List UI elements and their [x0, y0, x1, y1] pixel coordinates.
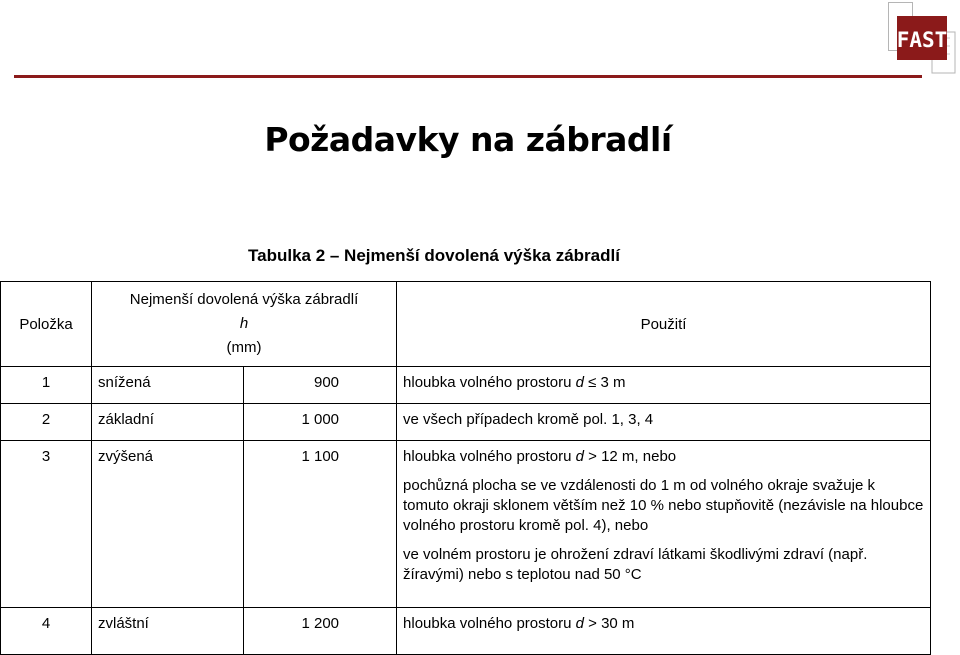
table-header-row	[1, 282, 931, 367]
table-row	[1, 367, 931, 404]
usage-text: ve všech případech kromě pol. 1, 3, 4	[403, 411, 654, 428]
row-height-value: 1 100	[244, 441, 397, 608]
row-usage	[397, 404, 931, 441]
header-height: Nejmenší dovolená výška zábradlí h (mm)	[92, 282, 397, 367]
row-usage	[397, 441, 931, 608]
row-name: snížená	[92, 367, 244, 404]
railing-height-table	[0, 281, 931, 655]
row-number: 2	[1, 404, 92, 441]
fast-logo	[888, 2, 956, 74]
usage-text: ve volném prostoru je ohrožení zdraví látkami škodlivými zdraví (např. žíravými) nebo s teplotou nad 50 °C	[403, 546, 868, 583]
row-height-value: 900	[244, 367, 397, 404]
slide-title: Požadavky na zábradlí	[264, 120, 672, 159]
row-number: 4	[1, 608, 92, 655]
header-item: Položka	[1, 282, 92, 367]
table-row	[1, 404, 931, 441]
row-name: základní	[92, 404, 244, 441]
row-number: 3	[1, 441, 92, 608]
usage-text: hloubka volného prostoru d > 30 m	[403, 615, 635, 632]
row-usage	[397, 608, 931, 655]
table-caption: Tabulka 2 – Nejmenší dovolená výška zábradlí	[248, 246, 620, 265]
table-row	[1, 441, 931, 608]
usage-text: hloubka volného prostoru d > 12 m, nebo	[403, 448, 677, 465]
row-height-value: 1 000	[244, 404, 397, 441]
header-divider	[14, 75, 922, 78]
usage-text: pochůzná plocha se ve vzdálenosti do 1 m od volného okraje svažuje k tomuto okraji sklonem větším než 10 % nebo stupňovitě (nezávisle na hloubce volného prostoru kromě pol. 4), nebo	[403, 477, 924, 534]
svg-text:FAST: FAST	[896, 28, 948, 52]
header-usage: Použití	[397, 282, 931, 367]
row-height-value: 1 200	[244, 608, 397, 655]
usage-text: hloubka volného prostoru d ≤ 3 m	[403, 374, 626, 391]
table-row	[1, 608, 931, 655]
row-name: zvláštní	[92, 608, 244, 655]
row-name: zvýšená	[92, 441, 244, 608]
row-number: 1	[1, 367, 92, 404]
row-usage	[397, 367, 931, 404]
